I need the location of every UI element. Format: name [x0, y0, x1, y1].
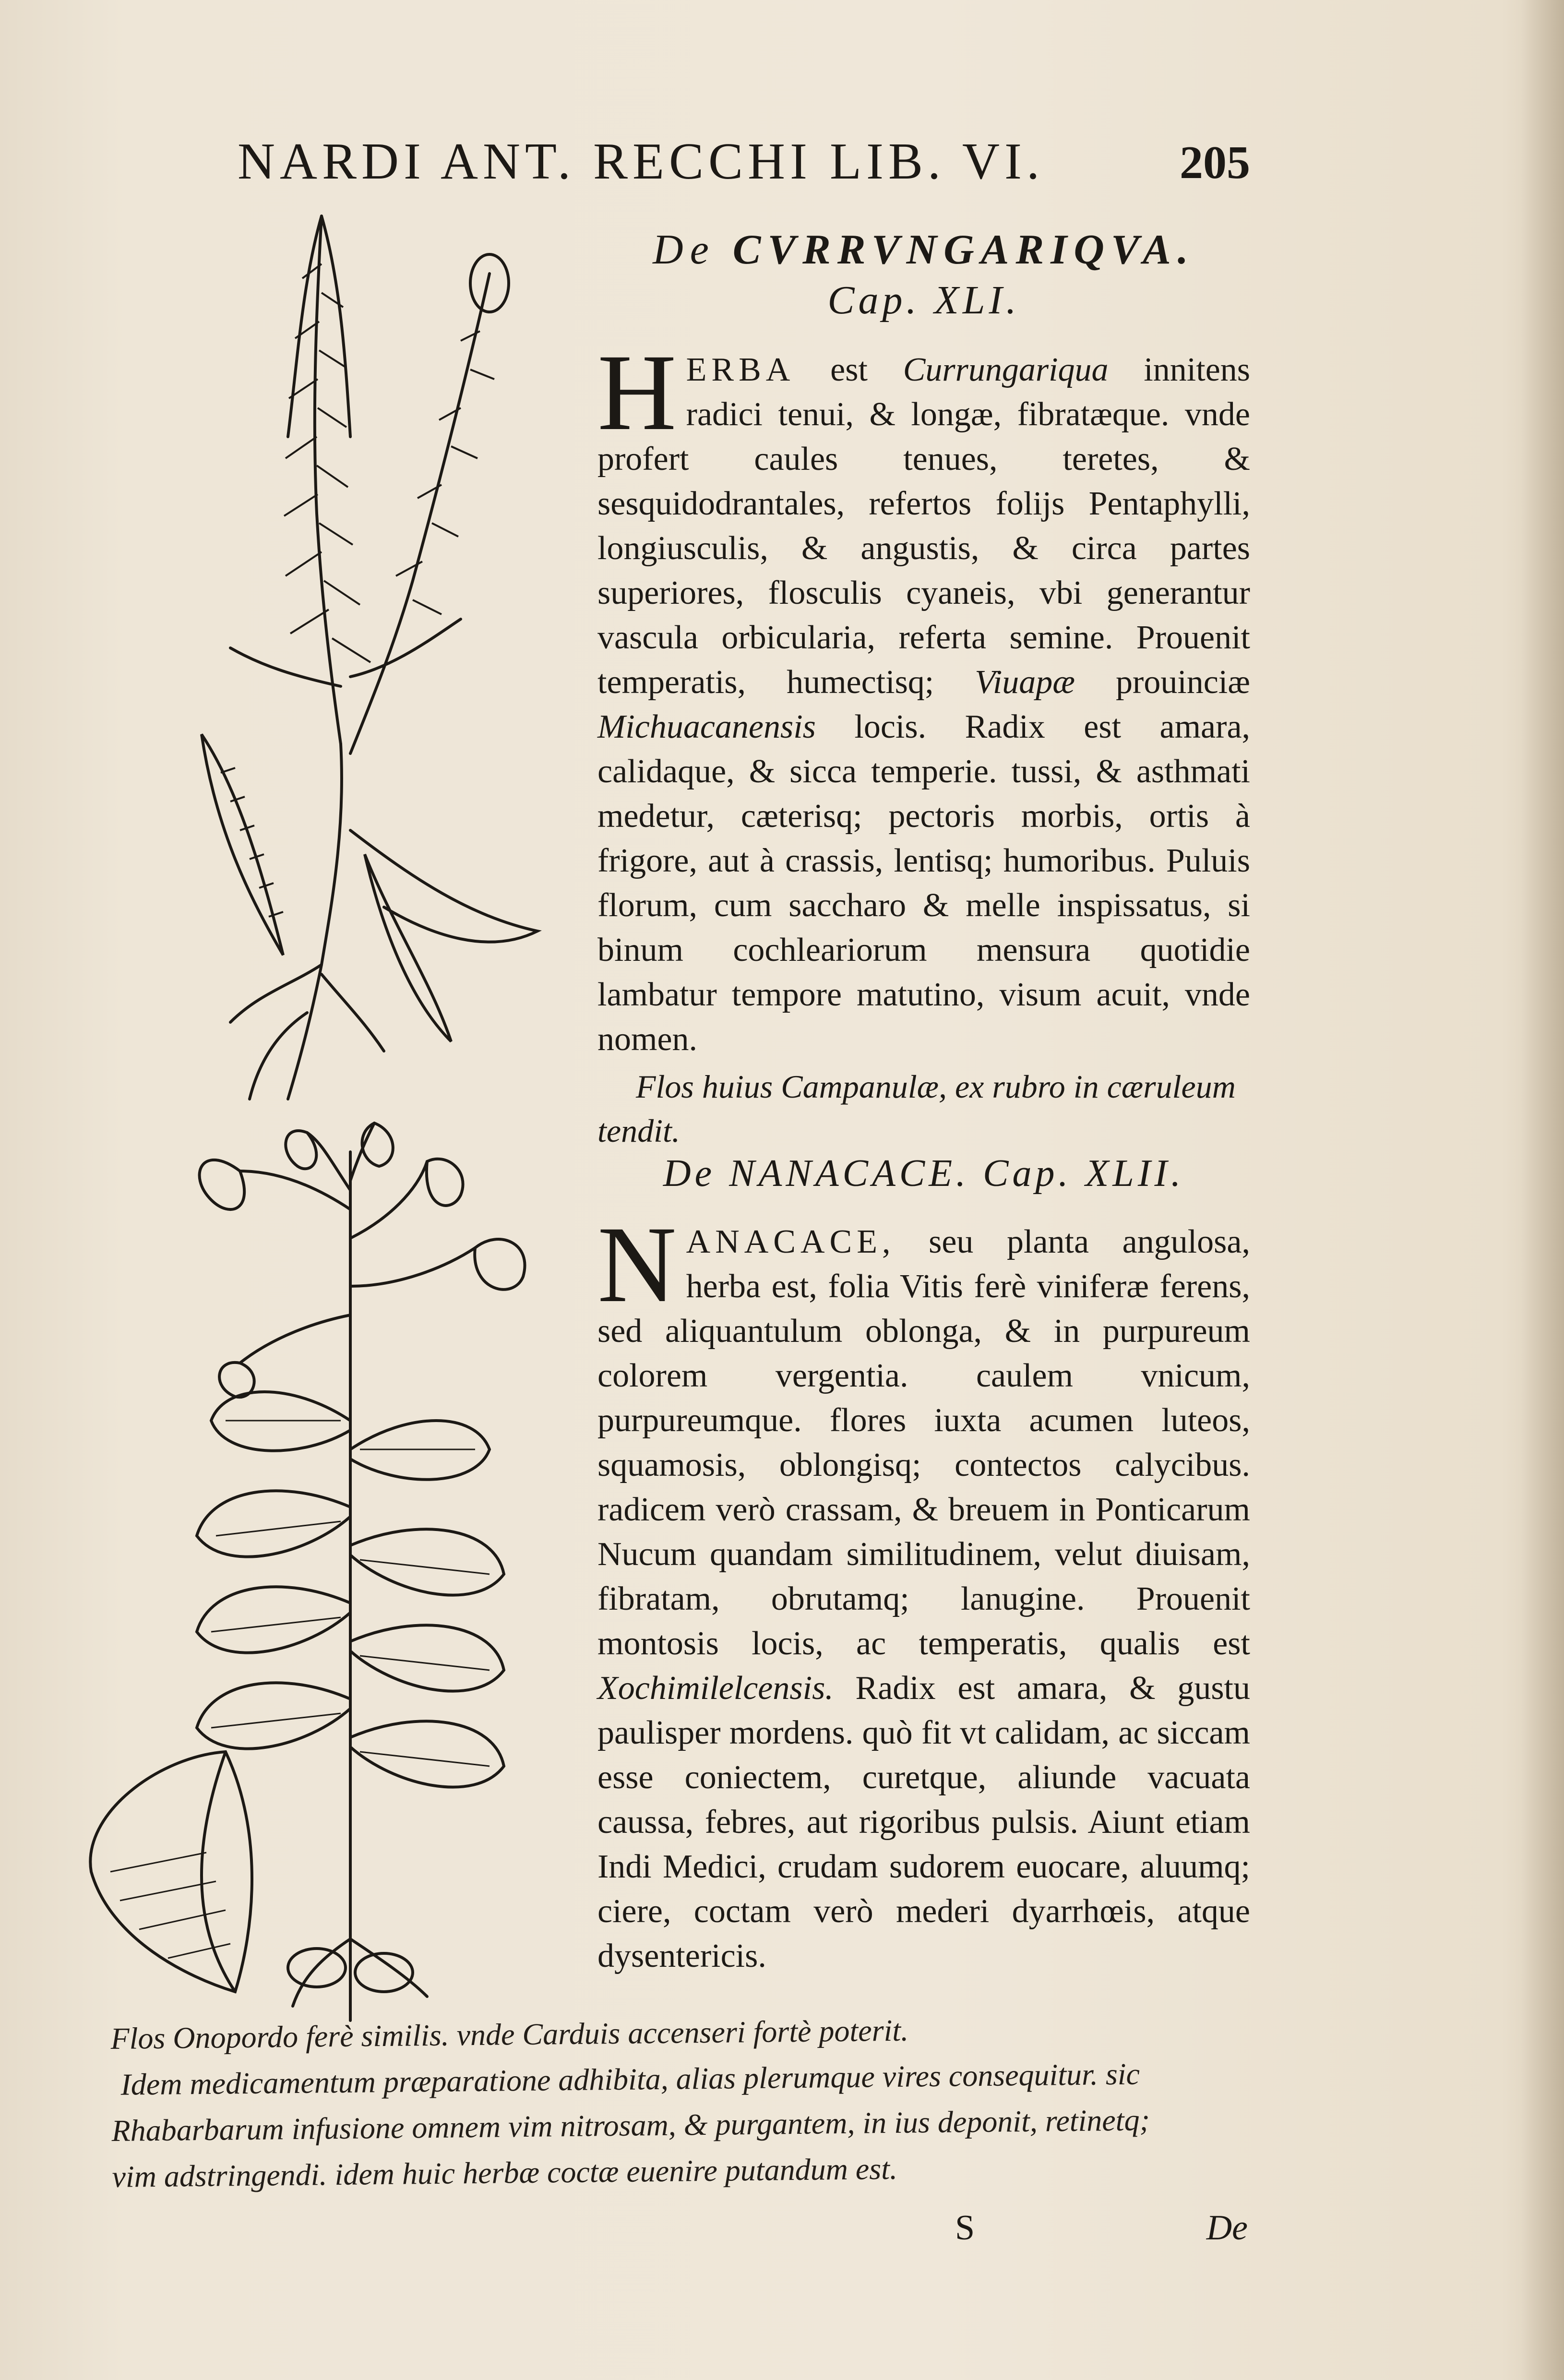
- bottom-note-line: Rhabarbarum infusione omnem vim nitrosam, & purgantem, in ius deponit, retinetq;: [111, 2103, 1150, 2148]
- chapter-42-first-word: ANACACE,: [686, 1223, 895, 1260]
- chapter-42-body: [597, 1204, 1251, 1978]
- chapter-41-plant-name: Currungariqua: [903, 351, 1109, 388]
- page-number: 205: [1180, 137, 1250, 189]
- page-gutter-shadow: [1521, 0, 1564, 2380]
- page-header: [238, 122, 1250, 194]
- bottom-note-line: Flos Onopordo ferè similis. vnde Carduis accenseri fortè poterit.: [110, 2013, 909, 2056]
- bottom-notes: [110, 2004, 1274, 2200]
- bottom-note-line: Idem medicamentum præparatione adhibita, alias plerumque vires consequitur. sic: [120, 2057, 1140, 2102]
- page-footer: [941, 2208, 1277, 2251]
- chapter-42: [597, 1152, 1250, 1978]
- chapter-42-text-2: Radix est amara, & gustu paulisper mordens. quò fit vt calidam, ac siccam esse coniectem, curetque, aliunde vacuata caussa, febres, aut rigoribus pulsis. Aiunt etiam Indi Medici, crudam sudorem euocare, aluumq; ciere, coctam verò mederi dyarrhœis, atque dysentericis.: [597, 1670, 1251, 1974]
- catchword: De: [1206, 2208, 1248, 2248]
- chapter-41-first-word: ERBA: [686, 351, 795, 388]
- chapter-42-place: Xochimilelcensis.: [597, 1670, 834, 1707]
- dropcap-h: H: [597, 332, 677, 453]
- currungariqua-illustration: [144, 206, 576, 1109]
- chapter-42-text-1: seu planta angulosa, herba est, folia Vitis ferè viniferæ ferens, sed aliquantulum oblonga, & in purpureum colorem vergentia. caulem vnicum, purpureumque. flores iuxta acumen luteos, squamosis, oblongisq; contectos calycibus. radicem verò crassam, & breuem in Ponticarum Nucum quandam similitudinem, velut diuisam, fibratam, obrutamq; lanugine. Prouenit montosis locis, ac temperatis, qualis est: [597, 1223, 1250, 1662]
- chapter-41-title-name: CVRRVNGARIQVA.: [732, 227, 1195, 273]
- running-head: NARDI ANT. RECCHI LIB. VI.: [238, 133, 1044, 190]
- chapter-41-region: Michuacanensis: [597, 708, 816, 745]
- signature-mark: S: [955, 2208, 975, 2248]
- chapter-41-place: Viuapæ: [975, 664, 1075, 701]
- bottom-note-line: vim adstringendi. idem huic herbæ coctæ euenire putandum est.: [112, 2151, 898, 2194]
- chapter-41-text-4: locis. Radix est amara, calidaque, & sicca temperie. tussi, & asthmati medetur, cæterisq; pectoris morbis, ortis à frigore, aut à crassis, lentisq; humoribus. Puluis florum, cum saccharo & melle inspissatus, si binum cochleariorum mensura quotidie lambatur tempore matutino, visum acuit, vnde nomen.: [597, 708, 1251, 1058]
- chapter-41-note: Flos huius Campanulæ, ex rubro in cæruleum tendit.: [597, 1068, 1236, 1149]
- dropcap-n: N: [597, 1204, 677, 1325]
- chapter-42-title: De NANACACE. Cap. XLII.: [663, 1152, 1185, 1195]
- chapter-41-body: [597, 332, 1251, 1062]
- chapter-41-text-2: innitens radici tenui, & longæ, fibratæque. vnde profert caules tenues, teretes, & sesquidodrantales, refertos folijs Pentaphylli, longiusculis, & angustis, & circa partes superiores, flosculis cyaneis, vbi generantur vascula orbicularia, referta semine. Prouenit temperatis, humectisq;: [597, 351, 1250, 701]
- chapter-41-title: [597, 226, 1250, 274]
- nanacace-illustration: [82, 1113, 561, 2025]
- chapter-41-title-prefix: De: [653, 227, 716, 273]
- chapter-41: [597, 226, 1250, 1153]
- chapter-41-subtitle: Cap. XLI.: [827, 278, 1020, 323]
- chapter-41-text-3: prouinciæ: [1116, 664, 1250, 701]
- chapter-41-text-1: est: [830, 351, 868, 388]
